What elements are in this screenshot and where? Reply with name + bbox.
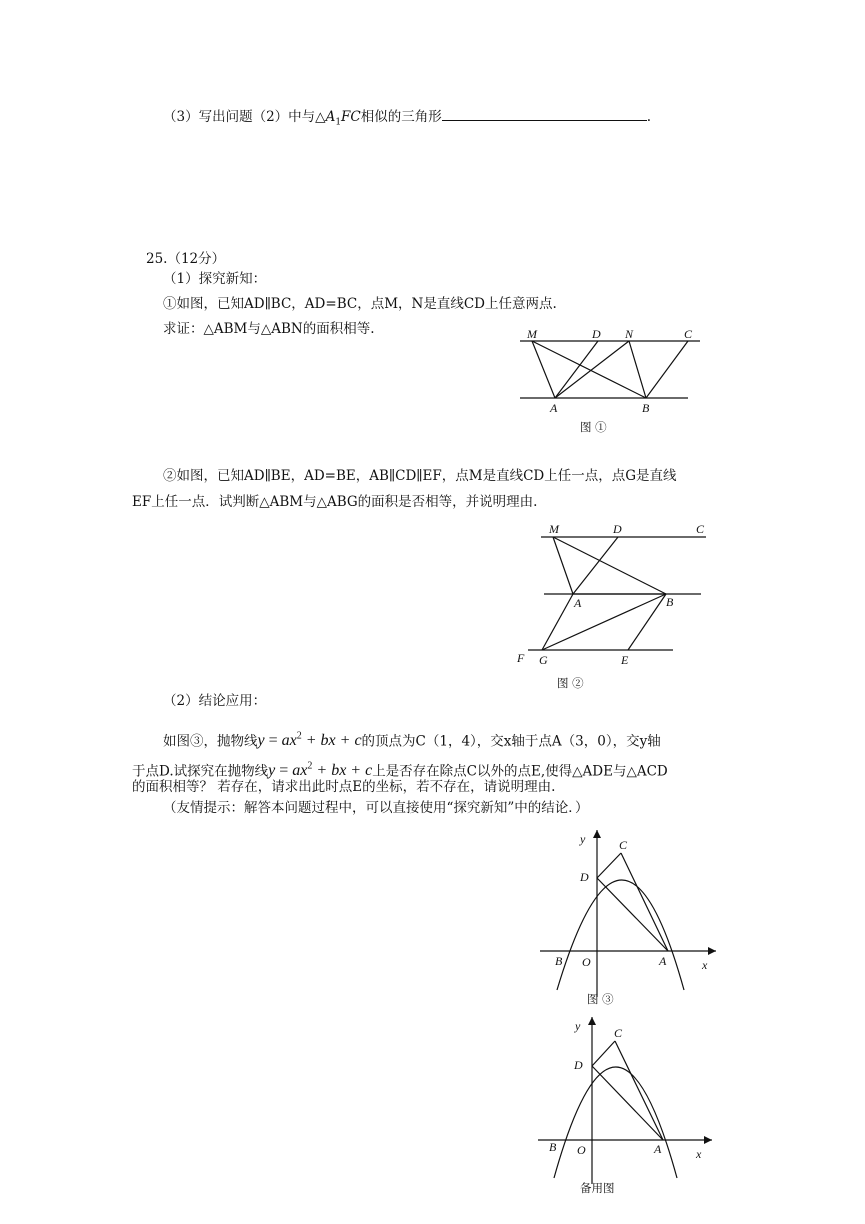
fig1-label-B: B	[642, 401, 650, 415]
q25-part2-title: （2）结论应用：	[163, 693, 267, 709]
fig1-label-C: C	[684, 327, 693, 341]
fig2-label-M: M	[549, 522, 559, 536]
fig4-label-y: y	[575, 1019, 581, 1033]
figure-2	[513, 518, 713, 693]
q24-tri-a: A	[325, 109, 336, 125]
q25-app-line2	[132, 758, 668, 780]
fig3-label-C: C	[619, 838, 628, 852]
fig2-label-F: F	[517, 651, 525, 665]
q25-app-line1	[163, 728, 661, 750]
fig3-caption: 图 ③	[587, 992, 614, 1006]
parabola-equation: $y = ax^2$ + bx + c	[257, 731, 362, 750]
fig1-label-M: M	[527, 327, 537, 341]
fig2-caption: 图 ②	[557, 676, 584, 690]
q25-hint: （友情提示：解答本问题过程中，可以直接使用“探究新知”中的结论．）	[163, 800, 589, 816]
q24-part3-line	[163, 107, 651, 132]
q24-part3-suffix: 相似的三角形	[360, 109, 442, 125]
fig2-label-B: B	[666, 595, 674, 609]
fig3-label-A: A	[659, 954, 667, 968]
fig2-label-G: G	[539, 653, 548, 667]
answer-blank[interactable]	[442, 107, 647, 121]
fig1-label-D: D	[592, 327, 601, 341]
app-line1-pre: 如图③，抛物线	[163, 733, 258, 750]
q24-tri-sub: 1	[335, 117, 342, 128]
fig3-label-B: B	[555, 954, 563, 968]
figure-3	[530, 825, 730, 1005]
q25-item1-line1: ①如图，已知AD∥BC，AD=BC，点M，N是直线CD上任意两点.	[163, 296, 557, 312]
fig4-caption: 备用图	[580, 1181, 615, 1195]
fig4-label-A: A	[654, 1142, 662, 1156]
fig4-label-x: x	[696, 1147, 702, 1161]
fig4-label-B: B	[549, 1140, 557, 1154]
q25-header: 25.（12分）	[146, 251, 226, 267]
q24-part3-prefix: （3）写出问题（2）中与△	[163, 109, 326, 125]
fig4-label-C: C	[614, 1026, 623, 1040]
app-line2-post: 上是否存在除点C以外的点E,使得△ADE与△ACD	[372, 763, 668, 780]
fig2-label-C: C	[696, 522, 705, 536]
q24-part3-end: .	[646, 109, 652, 125]
fig4-label-D: D	[574, 1058, 583, 1072]
q25-item2-line1: ②如图，已知AD∥BE，AD=BE，AB∥CD∥EF，点M是直线CD上任一点，点G是直线	[163, 468, 677, 484]
fig3-label-y: y	[580, 832, 586, 846]
q24-tri-rest: FC	[341, 109, 361, 125]
fig3-label-x: x	[702, 958, 708, 972]
app-line1-post: 的顶点为C（1，4），交x轴于点A（3，0），交y轴	[361, 733, 661, 750]
figure-1	[515, 325, 715, 435]
fig2-label-D: D	[613, 522, 622, 536]
fig2-label-A: A	[574, 596, 582, 610]
fig3-label-O: O	[582, 955, 591, 969]
fig2-label-E: E	[621, 653, 629, 667]
q25-part1-title: （1）探究新知：	[163, 271, 267, 287]
app-line2-pre: 于点D.试探究在抛物线	[132, 763, 269, 780]
q25-item1-line2: 求证：△ABM与△ABN的面积相等.	[163, 321, 375, 337]
fig1-caption: 图 ①	[580, 420, 607, 434]
q25-app-line3: 的面积相等？ 若存在，请求出此时点E的坐标，若不存在，请说明理由.	[132, 779, 556, 795]
fig3-label-D: D	[580, 870, 589, 884]
fig1-label-A: A	[550, 401, 558, 415]
fig4-label-O: O	[577, 1143, 586, 1157]
q25-item2-line2: EF上任一点．试判断△ABM与△ABG的面积是否相等，并说明理由.	[132, 494, 538, 510]
fig1-label-N: N	[625, 327, 634, 341]
parabola-equation-2: $y = ax^2$ + bx + c	[268, 761, 373, 780]
figure-4-backup	[530, 1012, 730, 1197]
